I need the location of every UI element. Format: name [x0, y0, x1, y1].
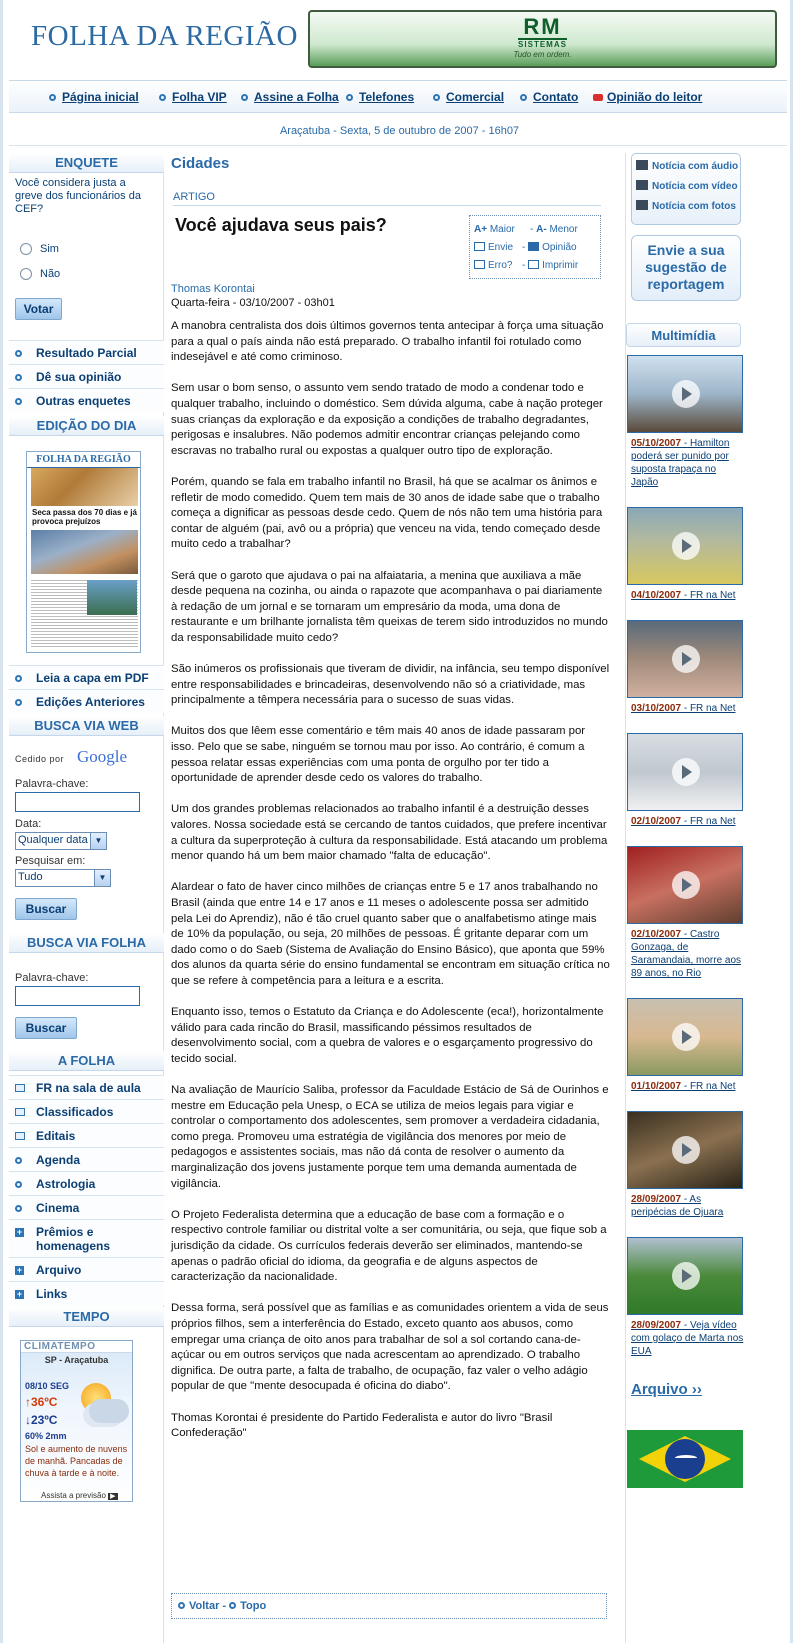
- folha-keyword-input[interactable]: [15, 986, 140, 1006]
- photo-news-link[interactable]: Notícia com fotos: [636, 200, 736, 212]
- article-type-label: ARTIGO: [173, 191, 601, 206]
- folha-search-title: BUSCA VIA FOLHA: [9, 933, 164, 953]
- article-tools: [469, 215, 601, 279]
- play-icon: ▶: [110, 1493, 116, 1500]
- menu-notices[interactable]: Editais: [9, 1123, 164, 1147]
- bullet-icon: [229, 1602, 236, 1609]
- media-news-box: [631, 153, 741, 225]
- bird-icon: [675, 1455, 697, 1461]
- video-news-link[interactable]: Notícia com vídeo: [636, 180, 738, 192]
- weather-max-temp: ↑36ºC: [25, 1395, 58, 1409]
- play-icon: [672, 645, 700, 673]
- bullet-icon: [241, 94, 248, 101]
- bullet-icon: [15, 699, 22, 706]
- edition-photo: [31, 530, 138, 574]
- poll-option-yes-radio[interactable]: [20, 243, 32, 255]
- photo-icon: [636, 200, 648, 210]
- weather-min-temp: ↓23ºC: [25, 1413, 58, 1427]
- video-thumbnail[interactable]: [627, 998, 743, 1076]
- nav-home[interactable]: Página inicial: [49, 90, 139, 104]
- opinion-button[interactable]: - Opinião: [522, 242, 577, 253]
- plus-icon: +: [16, 1227, 23, 1237]
- bullet-icon: [49, 94, 56, 101]
- federalist-flag-banner[interactable]: [627, 1430, 743, 1488]
- video-caption[interactable]: 01/10/2007 - FR na Net: [631, 1081, 736, 1092]
- article-paragraph: Na avaliação de Maurício Saliba, professor da Faculdade Estácio de Sá de Ourinhos e mestre em Educação pela Unesp, o ECA se utiliza de meios legais para vigiar e controlar o comportamento dos adolescentes, sem promover a verdadeira cidadania, como prega. Promoveu uma estratégia de vigilância dos menores por meio de pedagogos e assistentes sociais, mas não dá conta de resolver o aumento da marginalização dos jovens justamente porque tem uma demanda aumentada de vigilância.: [171, 1084, 609, 1190]
- menu-classifieds[interactable]: Classificados: [9, 1099, 164, 1123]
- banner-tagline: Tudo em ordem.: [513, 50, 572, 59]
- back-link[interactable]: Voltar: [178, 1600, 219, 1612]
- envelope-icon: [474, 242, 485, 251]
- audio-news-link[interactable]: Notícia com áudio: [636, 160, 738, 172]
- web-keyword-input[interactable]: [15, 792, 140, 812]
- google-logo: Google: [77, 747, 128, 766]
- poll-question: Você considera justa a greve dos funcionários da CEF?: [15, 177, 141, 215]
- search-in-select[interactable]: Tudo ▼: [15, 869, 111, 887]
- nav-commercial[interactable]: Comercial: [433, 90, 504, 104]
- send-article-button[interactable]: Envie: [474, 242, 513, 253]
- article-paragraph: Enquanto isso, temos o Estatuto da Criança e do Adolescente (eca!), horizontalmente válido para cada rincão do Brasil, massificando péssimos resultados de desenvolvimento social, com a quebra de valores e o esgarçamento progressivo do tecido social.: [171, 1006, 604, 1065]
- other-polls-link[interactable]: Outras enquetes: [9, 388, 164, 412]
- menu-awards[interactable]: + Prêmios e homenagens: [9, 1219, 164, 1257]
- header-divider: [9, 145, 787, 151]
- speaker-icon: [636, 160, 648, 170]
- video-thumbnail[interactable]: [627, 355, 743, 433]
- play-icon: [672, 1262, 700, 1290]
- video-thumbnail[interactable]: [627, 620, 743, 698]
- chevron-down-icon: ▼: [90, 833, 106, 849]
- web-search-title: BUSCA VIA WEB: [9, 716, 164, 736]
- font-bigger-icon: A+: [474, 224, 488, 235]
- video-caption[interactable]: 28/09/2007 - Veja vídeo com golaço de Marta nos EUA: [631, 1320, 744, 1357]
- speech-bubble-icon: [593, 94, 603, 101]
- weather-forecast-text: Sol e aumento de nuvens de manhã. Pancadas de chuva à tarde e à noite.: [25, 1444, 128, 1478]
- report-error-button[interactable]: Erro?: [474, 260, 512, 271]
- print-button[interactable]: - Imprimir: [522, 260, 579, 271]
- date-select[interactable]: Qualquer data ▼: [15, 832, 107, 850]
- menu-astrology[interactable]: Astrologia: [9, 1171, 164, 1195]
- web-keyword-label: Palavra-chave:: [15, 778, 89, 790]
- video-thumbnail[interactable]: [627, 507, 743, 585]
- menu-links[interactable]: + Links: [9, 1281, 164, 1305]
- edition-masthead: FOLHA DA REGIÃO: [27, 452, 140, 468]
- search-in-label: Pesquisar em:: [15, 855, 86, 867]
- video-thumbnail[interactable]: [627, 1111, 743, 1189]
- nav-subscribe[interactable]: Assine a Folha: [241, 90, 339, 104]
- error-report-icon: [474, 260, 485, 269]
- edition-photo: [31, 468, 138, 506]
- article-title: Você ajudava seus pais?: [175, 215, 387, 235]
- bullet-icon: [15, 350, 22, 357]
- video-thumbnail[interactable]: [627, 733, 743, 811]
- comment-icon: [528, 242, 539, 251]
- article-paragraph: Muitos dos que lêem esse comentário e têm mais 40 anos de idade passaram por isso. Pelo que se sabe, ninguém se tornou mau por isso. Ao contrário, é comum a pessoa relatar essas experiências com uma ponta de orgulho por ter tido a oportunidade de aprender desde cedo os valores do trabalho.: [171, 725, 586, 785]
- nav-reader-opinion[interactable]: Opinião do leitor: [593, 90, 702, 104]
- camera-icon: [636, 180, 648, 190]
- section-title: Cidades: [171, 155, 230, 172]
- article-column: [171, 153, 611, 1643]
- video-caption[interactable]: 05/10/2007 - Hamilton poderá ser punido por suposta trapaça no Japão: [631, 438, 730, 488]
- rain-cloud-icon: [89, 1399, 129, 1423]
- send-suggestion-button[interactable]: Envie a sua sugestão de reportagem: [631, 235, 741, 301]
- document-icon: [15, 1132, 25, 1140]
- cover-pdf-link[interactable]: Leia a capa em PDF: [9, 665, 164, 689]
- weather-rain: 60% 2mm: [25, 1431, 67, 1441]
- printer-icon: [528, 260, 539, 269]
- video-caption[interactable]: 28/09/2007 - As peripécias de Ojuara: [631, 1194, 724, 1218]
- front-page-thumbnail[interactable]: [26, 451, 141, 653]
- bullet-icon: [433, 94, 440, 101]
- weather-day: 08/10 SEG: [25, 1381, 70, 1391]
- multimedia-title: Multimídia: [626, 323, 741, 347]
- nav-contact[interactable]: Contato: [520, 90, 578, 104]
- bullet-icon: [520, 94, 527, 101]
- bullet-icon: [15, 1205, 22, 1212]
- banner-sub: SISTEMAS: [518, 40, 567, 49]
- top-link[interactable]: Topo: [229, 1600, 266, 1612]
- edition-title: EDIÇÃO DO DIA: [9, 416, 164, 436]
- play-icon: [672, 1023, 700, 1051]
- article-paragraph: Um dos grandes problemas relacionados ao trabalho infantil é a destruição desses valores. Nossa sociedade está se cercando de tantos cuidados, que prefere incentivar a cultura da superproteção à cultura da responsabilidade. Está atacando um problema menor quando há um bem maior chamado "falta de educação".: [171, 803, 608, 863]
- article-paragraph: A manobra centralista dos dois últimos governos tenta antecipar à força uma situação para a qual o país ainda não está preparado. O trabalho infantil foi rotulado como indesejável e até como criminoso.: [171, 320, 604, 364]
- bullet-icon: [346, 94, 353, 101]
- vote-button[interactable]: Votar: [15, 298, 62, 320]
- plus-icon: +: [16, 1289, 23, 1299]
- bullet-icon: [15, 675, 22, 682]
- provided-by-label: Cedido por: [15, 754, 65, 764]
- date-label: Data:: [15, 818, 42, 830]
- bullet-icon: [15, 1157, 22, 1164]
- video-caption[interactable]: 02/10/2007 - FR na Net: [631, 816, 736, 827]
- folha-keyword-label: Palavra-chave:: [15, 972, 89, 984]
- article-paragraph: Dessa forma, será possível que as famílias e as comunidades orientem a vida de seus próprios filhos, sem a interferência do Estado, exceto quanto aos abusos, como empregar uma criança de oito anos para trabalhar de sol a sol cortando cana-de-açúcar ou em outros serviços que nada acrescentam ao aprendizado. O trabalho dignifica. De outra parte, a falta de trabalho, de ocupação, faz valer o velho adágio popular de que "mente desocupada é oficina do diabo".: [171, 1302, 609, 1393]
- bullet-icon: [15, 374, 22, 381]
- poll-results-link[interactable]: Resultado Parcial: [9, 340, 164, 364]
- poll-opinion-link[interactable]: Dê sua opinião: [9, 364, 164, 388]
- climatempo-brand: CLIMATEMPO: [21, 1341, 132, 1353]
- article-paragraph: Thomas Korontai é presidente do Partido Federalista e autor do livro "Brasil Confederação": [171, 1411, 553, 1440]
- article-footer: Voltar - Topo: [171, 1593, 607, 1619]
- right-sidebar: [625, 153, 785, 1643]
- rm-sistemas-banner[interactable]: [308, 10, 777, 68]
- article-paragraph: Porém, quando se fala em trabalho infantil no Brasil, há que se acalmar os ânimos e refletir de modo comedido. Quem tem mais de 30 anos de idade sabe que o trabalho começa a dignificar as pessoas desde cedo. Quem de nós não tem uma história para contar de alguém (pai, avô ou a própria) que venceu na vida, tendo começado desde muito cedo a trabalhar?: [171, 475, 603, 551]
- article-paragraph: Sem usar o bom senso, o assunto vem sendo tratado de modo a condenar todo e qualquer trabalho, incluindo o doméstico. Sem dúvida alguma, cabe à nação proteger suas crianças da exploração e da exposição a condições de trabalho degradantes, perigosas e insalubres. Não podemos admitir encontrar crianças pelejando como escravas no trabalho rural ou expostas a qualquer outro tipo de exploração.: [171, 382, 603, 457]
- article-paragraph: O Projeto Federalista determina que a educação de base com a formação e o respectivo controle familiar ou distrital volte a ser comunitária, ou seja, que fique sob a jurisdição da cidade. Os currículos federais deverão ser eliminados, mantendo-se apenas o padrão oficial do idioma, da geografia e de alguns aspectos de caracterização da nacionalidade.: [171, 1208, 607, 1284]
- weather-city: SP - Araçatuba: [44, 1355, 109, 1365]
- bullet-icon: [15, 398, 22, 405]
- weather-widget[interactable]: [20, 1340, 133, 1502]
- video-caption[interactable]: 02/10/2007 - Castro Gonzaga, de Saramandaia, morre aos 89 anos, no Rio: [631, 929, 742, 979]
- menu-archive[interactable]: + Arquivo: [9, 1257, 164, 1281]
- play-icon: [672, 871, 700, 899]
- video-thumbnail[interactable]: [627, 1237, 743, 1315]
- document-icon: [15, 1108, 25, 1116]
- video-caption[interactable]: 03/10/2007 - FR na Net: [631, 703, 736, 714]
- edition-photo: [87, 580, 137, 615]
- play-icon: [672, 1136, 700, 1164]
- bullet-icon: [15, 1181, 22, 1188]
- top-nav: [9, 80, 787, 113]
- article-paragraph: Será que o garoto que ajudava o pai na alfaiataria, a menina que auxiliava a mãe desde pequena na cozinha, ou ainda o rapazote que acompanhava o pai diariamente à redação de um jornal e se tornaram um empresário da moda, uma dona de restaurante e um brilhante jornalista têm queixas de terem sido introduzidos no mundo da responsabilidade muito cedo?: [171, 569, 608, 644]
- article-author: Thomas Korontai: [171, 283, 255, 295]
- site-logo[interactable]: FOLHA DA REGIÃO: [31, 20, 298, 52]
- plus-icon: +: [16, 1265, 23, 1275]
- menu-fr-classroom[interactable]: FR na sala de aula: [9, 1075, 164, 1099]
- banner-brand: RM: [523, 14, 562, 39]
- a-folha-title: A FOLHA: [9, 1051, 164, 1071]
- play-icon: [672, 380, 700, 408]
- poll-option-no-label: Não: [40, 268, 61, 280]
- menu-agenda[interactable]: Agenda: [9, 1147, 164, 1171]
- article-body: [171, 319, 611, 1457]
- dateline: Araçatuba - Sexta, 5 de outubro de 2007 - 16h07: [279, 125, 520, 137]
- article-paragraph: Alardear o fato de haver cinco milhões de crianças entre 5 e 17 anos trabalhando no Brasil (ainda que entre 14 e 17 anos e 11 meses o adolescente possa ser admitido pela Lei do Aprendiz), não é tão cruel quanto saber que o analfabetismo atinge mais de 10% da população, ou seja, 20 milhões de pessoas. É gritante deparar com um dado como o do Saeb (Sistema de Avaliação do Ensino Básico), que aponta que 59% dos alunos da quarta série do ensino fundamental se encontram em situação crítica no que se refere à competência para a leitura e a escrita.: [171, 881, 610, 987]
- font-bigger-button[interactable]: A+ Maior: [474, 224, 515, 235]
- font-smaller-button[interactable]: - A- Menor: [530, 224, 578, 235]
- archive-link[interactable]: Arquivo ››: [631, 1381, 702, 1398]
- bullet-icon: [178, 1602, 185, 1609]
- web-search-button[interactable]: Buscar: [15, 898, 77, 920]
- nav-phones[interactable]: Telefones: [346, 90, 414, 104]
- weather-title: TEMPO: [9, 1307, 164, 1327]
- poll-title: ENQUETE: [9, 153, 164, 173]
- menu-cinema[interactable]: Cinema: [9, 1195, 164, 1219]
- nav-folha-vip[interactable]: Folha VIP: [159, 90, 227, 104]
- previous-editions-link[interactable]: Edições Anteriores: [9, 689, 164, 713]
- folha-search-button[interactable]: Buscar: [15, 1017, 77, 1039]
- bullet-icon: [159, 94, 166, 101]
- video-thumbnail[interactable]: [627, 846, 743, 924]
- play-icon: [672, 758, 700, 786]
- document-icon: [15, 1084, 25, 1092]
- article-date: Quarta-feira - 03/10/2007 - 03h01: [171, 297, 335, 309]
- poll-option-yes-label: Sim: [40, 243, 59, 255]
- chevron-down-icon: ▼: [94, 870, 110, 886]
- play-icon: [672, 532, 700, 560]
- watch-forecast-link[interactable]: Assista a previsão ▶: [41, 1491, 116, 1500]
- poll-option-no-radio[interactable]: [20, 268, 32, 280]
- edition-headline: Seca passa dos 70 dias e já provoca prejuízos: [32, 508, 137, 526]
- video-caption[interactable]: 04/10/2007 - FR na Net: [631, 590, 736, 601]
- article-paragraph: São inúmeros os profissionais que tiveram de dividir, na infância, seu tempo disponível entre responsabilidades e brincadeiras, desenvolvendo não só a criatividade, mas principalmente a têmpera necessária para o sucesso de suas vidas.: [171, 663, 610, 707]
- font-smaller-icon: A-: [536, 224, 547, 235]
